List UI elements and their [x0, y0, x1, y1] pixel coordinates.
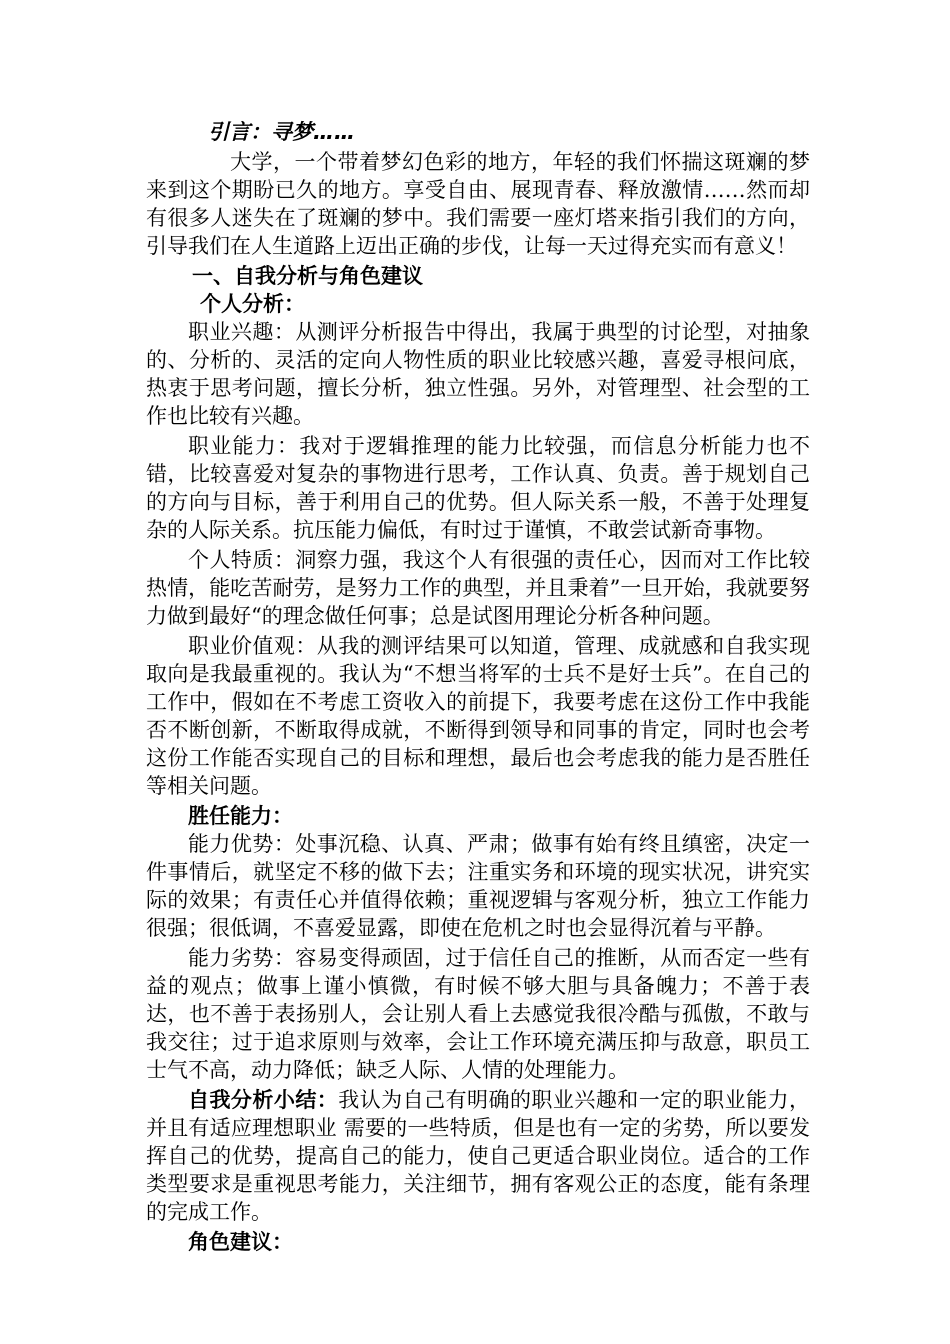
personal-analysis-heading: 个人分析： [200, 292, 305, 316]
competency-heading: 胜任能力： [188, 804, 293, 828]
summary-text: 我认为自己有明确的职业兴趣和一定的职业能力，并且有适应理想职业 需要的一些特质，但是也有一定的劣势，所以要发挥自己的优势，提高自己的能力，使自己更适合职业岗位。适合的工作类型要求是重视思考能力，关注细节，拥有客观公正的态度，能有条理的完成工作。 [146, 1088, 810, 1224]
weaknesses-paragraph: 能力劣势：容易变得顽固，过于信任自己的推断，从而否定一些有益的观点；做事上谨小慎微，有时候不够大胆与具备魄力；不善于表达，也不善于表扬别人，会让别人看上去感觉我很冷酷与孤傲，不敢与我交往；过于追求原则与效率，会让工作环境充满压抑与敌意，职员工士气不高，动力降低；缺乏人际、人情的处理能力。 [146, 946, 810, 1082]
strengths-paragraph: 能力优势：处事沉稳、认真、严肃；做事有始有终且缜密，决定一件事情后，就坚定不移的做下去；注重实务和环境的现实状况，讲究实际的效果；有责任心并值得依赖；重视逻辑与客观分析，独立工作能力很强；很低调，不喜爱显露，即使在危机之时也会显得沉着与平静。 [146, 832, 810, 940]
career-interest-paragraph: 职业兴趣：从测评分析报告中得出，我属于典型的讨论型，对抽象的、分析的、灵活的定向人物性质的职业比较感兴趣，喜爱寻根问底，热衷于思考问题，擅长分析，独立性强。另外，对管理型、社会型的工作也比较有兴趣。 [146, 320, 810, 428]
career-values-paragraph: 职业价值观：从我的测评结果可以知道，管理、成就感和自我实现取向是我最重视的。我认为“不想当将军的士兵不是好士兵”。在自己的工作中，假如在不考虑工资收入的前提下，我要考虑在这份工作中我能否不断创新，不断取得成就，不断得到领导和同事的肯定，同时也会考这份工作能否实现自己的目标和理想，最后也会考虑我的能力是否胜任等相关问题。 [146, 634, 810, 798]
summary-paragraph [146, 1086, 810, 1226]
career-ability-paragraph: 职业能力：我对于逻辑推理的能力比较强，而信息分析能力也不错，比较喜爱对复杂的事物进行思考，工作认真、负责。善于规划自己的方向与目标，善于利用自己的优势。但人际关系一般，不善于处理复杂的人际关系。抗压能力偏低，有时过于谨慎，不敢尝试新奇事物。 [146, 434, 810, 542]
role-suggestion-heading: 角色建议： [188, 1230, 293, 1254]
personal-traits-paragraph: 个人特质：洞察力强，我这个人有很强的责任心，因而对工作比较热情，能吃苦耐劳，是努力工作的典型，并且秉着”一旦开始，我就要努力做到最好“的理念做任何事；总是试图用理论分析各种问题。 [146, 548, 810, 628]
intro-title: 引言：寻梦…… [208, 120, 355, 144]
intro-paragraph: 大学，一个带着梦幻色彩的地方，年轻的我们怀揣这斑斓的梦来到这个期盼已久的地方。享受自由、展现青春、释放激情……然而却有很多人迷失在了斑斓的梦中。我们需要一座灯塔来指引我们的方向，引导我们在人生道路上迈出正确的步伐，让每一天过得充实而有意义！ [146, 150, 810, 258]
section1-heading: 一、自我分析与角色建议 [192, 264, 423, 288]
summary-label: 自我分析小结： [188, 1088, 339, 1112]
document-body [146, 118, 810, 1256]
